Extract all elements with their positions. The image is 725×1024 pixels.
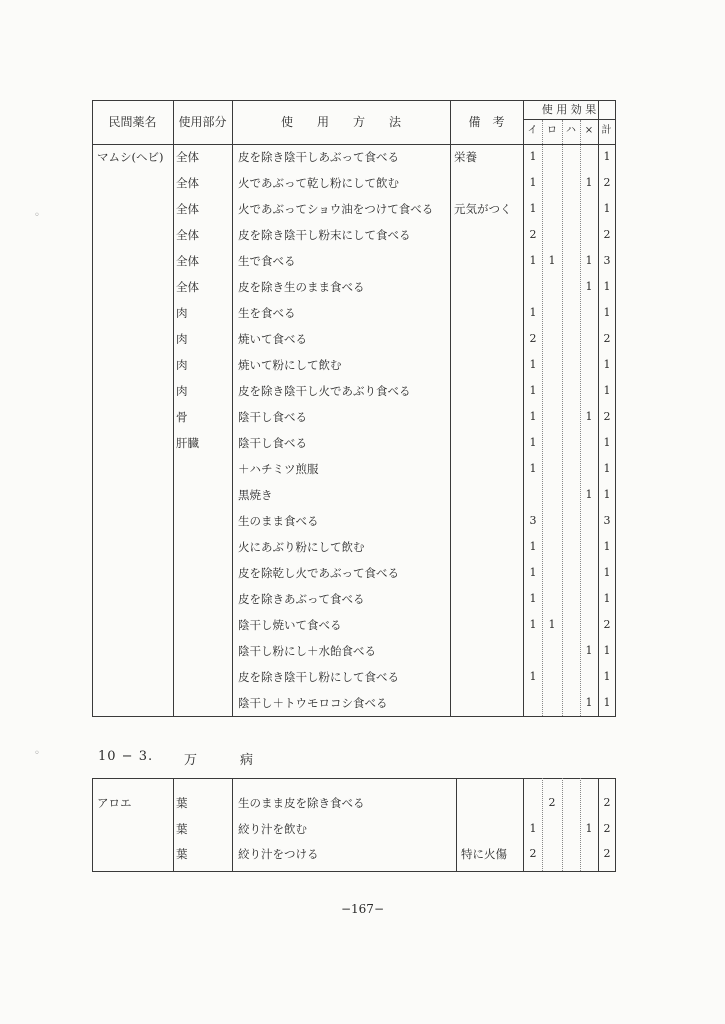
effect-i: 1 [529, 150, 537, 163]
effect-x: 1 [585, 644, 593, 657]
drug-name: マムシ(ヘビ) [97, 150, 164, 164]
effect-i: 1 [529, 306, 537, 319]
remarks: 元気がつく [454, 202, 512, 216]
use-method: 火にあぶり粉にして飲む [238, 540, 365, 554]
use-method: 絞り汁を飲む [238, 821, 307, 836]
remedy-table-mamushi [92, 100, 616, 716]
effect-i: 1 [529, 176, 537, 189]
use-part: 全体 [176, 254, 199, 268]
page-number: −167− [340, 902, 384, 916]
header-effect-i: イ [527, 125, 538, 136]
use-part: 骨 [176, 410, 188, 424]
effect-total: 1 [603, 384, 611, 397]
use-method: 皮を除き陰干し火であぶり食べる [238, 384, 411, 398]
effect-total: 1 [603, 696, 611, 709]
effect-total: 2 [603, 228, 611, 241]
effect-total: 3 [603, 514, 611, 527]
use-method: 焼いて粉にして飲む [238, 358, 342, 372]
effect-x: 1 [585, 280, 593, 293]
use-method: 皮を除乾し火であぶって食べる [238, 566, 399, 580]
effect-i: 1 [529, 618, 537, 631]
effect-total: 1 [603, 150, 611, 163]
use-method: 皮を除き陰干し粉にして食べる [238, 670, 399, 684]
effect-i: 1 [529, 540, 537, 553]
effect-total: 1 [603, 202, 611, 215]
effect-total: 1 [603, 358, 611, 371]
scan-speck: ◦ [34, 748, 40, 759]
use-method: 皮を除き陰干し粉末にして食べる [238, 228, 411, 242]
use-method: 皮を除き陰干しあぶって食べる [238, 150, 399, 164]
effect-total: 1 [603, 462, 611, 475]
use-part: 葉 [176, 821, 188, 836]
use-method: 陰干し＋トウモロコシ食べる [238, 696, 388, 710]
effect-total: 1 [603, 644, 611, 657]
effect-i: 1 [529, 202, 537, 215]
drug-name: アロエ [97, 796, 132, 810]
effect-i: 1 [529, 592, 537, 605]
effect-total: 1 [603, 592, 611, 605]
use-method: ＋ハチミツ煎服 [238, 462, 319, 476]
use-part: 全体 [176, 280, 199, 294]
header-remarks: 備 考 [468, 115, 505, 129]
effect-i: 1 [529, 436, 537, 449]
effect-ro: 1 [548, 618, 556, 631]
use-part: 全体 [176, 228, 199, 242]
effect-i: 2 [529, 332, 537, 345]
remedy-table-aloe [92, 778, 616, 872]
effect-i: 1 [529, 358, 537, 371]
effect-x: 1 [585, 696, 593, 709]
use-method: 火であぶって乾し粉にして飲む [238, 176, 399, 190]
effect-x: 1 [585, 254, 593, 267]
effect-i: 2 [529, 847, 537, 860]
use-part: 肝臓 [176, 436, 199, 450]
use-method: 火であぶってショウ油をつけて食べる [238, 202, 434, 216]
use-method: 陰干し食べる [238, 410, 307, 424]
section-title-char1: 万 [184, 753, 199, 768]
effect-total: 2 [603, 796, 611, 809]
use-method: 陰干し食べる [238, 436, 307, 450]
use-method: 生を食べる [238, 306, 296, 320]
section-title-char2: 病 [240, 753, 255, 768]
effect-total: 2 [603, 332, 611, 345]
effect-i: 1 [529, 254, 537, 267]
use-part: 肉 [176, 358, 188, 372]
effect-total: 1 [603, 488, 611, 501]
effect-x: 1 [585, 410, 593, 423]
effect-i: 1 [529, 670, 537, 683]
effect-i: 3 [529, 514, 537, 527]
header-effect-x: × [584, 125, 594, 136]
effect-total: 1 [603, 280, 611, 293]
use-part: 全体 [176, 202, 199, 216]
effect-total: 1 [603, 670, 611, 683]
effect-i: 2 [529, 228, 537, 241]
effect-i: 1 [529, 821, 537, 835]
effect-x: 1 [585, 821, 593, 835]
effect-total: 2 [603, 821, 611, 835]
use-part: 肉 [176, 384, 188, 398]
use-part: 全体 [176, 176, 199, 190]
effect-total: 2 [603, 847, 611, 860]
section-number: 10 − 3. [98, 749, 154, 764]
effect-ro: 1 [548, 254, 556, 267]
header-effect-ha: ハ [566, 125, 576, 136]
effect-i: 1 [529, 462, 537, 475]
remarks: 栄養 [454, 150, 477, 164]
use-part: 肉 [176, 332, 188, 346]
use-method: 焼いて食べる [238, 332, 307, 346]
use-part: 肉 [176, 306, 188, 320]
effect-x: 1 [585, 488, 593, 501]
use-method: 絞り汁をつける [238, 847, 319, 861]
use-method: 陰干し粉にし＋水飴食べる [238, 644, 376, 658]
use-method: 皮を除きあぶって食べる [238, 592, 365, 606]
header-method: 使 用 方 法 [280, 115, 401, 129]
effect-total: 1 [603, 436, 611, 449]
effect-i: 1 [529, 410, 537, 423]
effect-total: 1 [603, 540, 611, 553]
use-method: 生で食べる [238, 254, 296, 268]
effect-total: 2 [603, 410, 611, 423]
effect-total: 1 [603, 566, 611, 579]
effect-i: 1 [529, 384, 537, 397]
header-effect-ro: ロ [547, 125, 557, 136]
header-effect-total: 計 [601, 125, 612, 136]
effect-ro: 2 [548, 796, 556, 809]
use-method: 皮を除き生のまま食べる [238, 280, 365, 294]
effect-total: 2 [603, 176, 611, 189]
use-part: 葉 [176, 796, 188, 810]
header-part: 使用部分 [178, 115, 227, 129]
use-method: 生のまま皮を除き食べる [238, 796, 365, 810]
header-effect: 使 用 効 果 [541, 103, 597, 116]
remarks: 特に火傷 [461, 847, 507, 861]
use-method: 黒焼き [238, 488, 273, 502]
use-method: 生のまま食べる [238, 514, 319, 528]
effect-total: 3 [603, 254, 611, 267]
header-name: 民間薬名 [108, 115, 157, 129]
scan-speck: ◦ [34, 210, 40, 221]
effect-i: 1 [529, 566, 537, 579]
effect-total: 2 [603, 618, 611, 631]
use-method: 陰干し焼いて食べる [238, 618, 342, 632]
use-part: 葉 [176, 847, 188, 861]
effect-x: 1 [585, 176, 593, 189]
effect-total: 1 [603, 306, 611, 319]
use-part: 全体 [176, 150, 199, 164]
